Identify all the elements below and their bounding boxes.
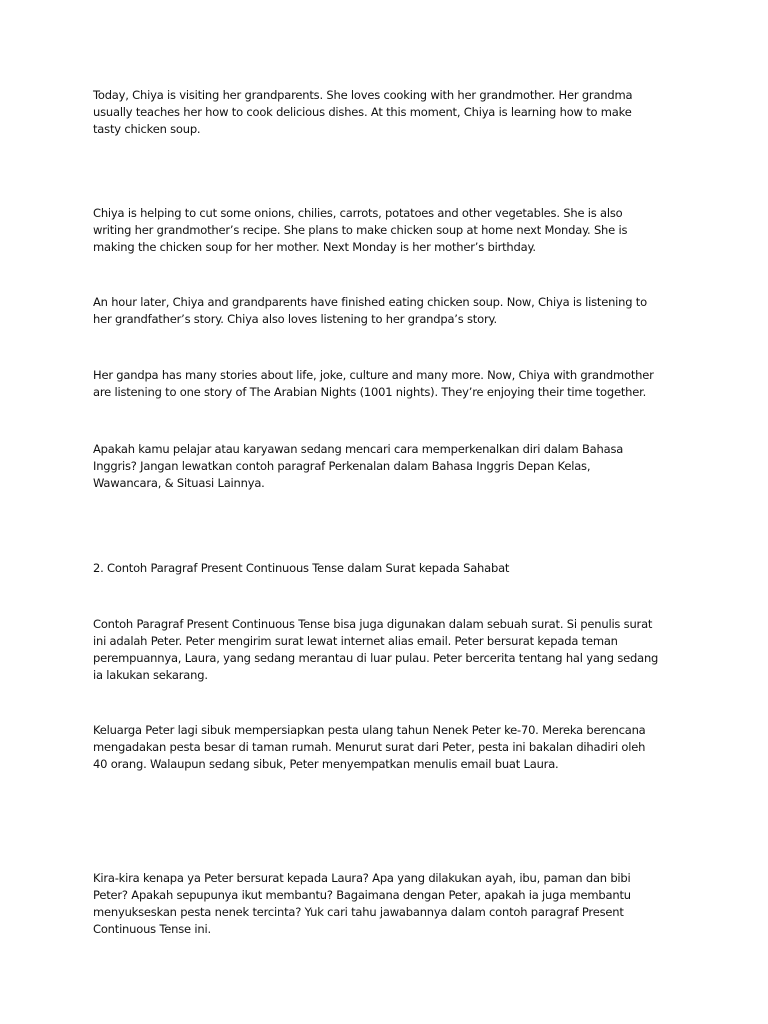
- paragraph-line: Contoh Paragraf Present Continuous Tense bisa juga digunakan dalam sebuah surat. Si penulis surat: [93, 617, 653, 631]
- paragraph-line: menyukseskan pesta nenek tercinta? Yuk cari tahu jawabannya dalam contoh paragraf Present: [93, 905, 624, 919]
- paragraph-apakah-kamu: [93, 441, 683, 492]
- heading-line: 2. Contoh Paragraf Present Continuous Tense dalam Surat kepada Sahabat: [93, 561, 510, 575]
- paragraph-line: An hour later, Chiya and grandparents have finished eating chicken soup. Now, Chiya is listening to: [93, 295, 647, 309]
- paragraph-chiya-visiting: [93, 87, 683, 138]
- paragraph-grandpa-stories: [93, 367, 683, 401]
- paragraph-line: Apakah kamu pelajar atau karyawan sedang mencari cara memperkenalkan diri dalam Bahasa: [93, 442, 624, 456]
- section-heading: [93, 560, 683, 577]
- paragraph-line: making the chicken soup for her mother. Next Monday is her mother’s birthday.: [93, 240, 536, 254]
- paragraph-line: Her gandpa has many stories about life, joke, culture and many more. Now, Chiya with grandmother: [93, 368, 654, 382]
- paragraph-line: ia lakukan sekarang.: [93, 668, 208, 682]
- paragraph-line: Chiya is helping to cut some onions, chilies, carrots, potatoes and other vegetables. She is also: [93, 206, 623, 220]
- paragraph-line: usually teaches her how to cook delicious dishes. At this moment, Chiya is learning how to make: [93, 105, 632, 119]
- paragraph-line: are listening to one story of The Arabian Nights (1001 nights). They’re enjoying their time together.: [93, 385, 647, 399]
- paragraph-line: 40 orang. Walaupun sedang sibuk, Peter menyempatkan menulis email buat Laura.: [93, 757, 559, 771]
- paragraph-line: Kira-kira kenapa ya Peter bersurat kepada Laura? Apa yang dilakukan ayah, ibu, paman dan bibi: [93, 871, 631, 885]
- paragraph-line: Today, Chiya is visiting her grandparents. She loves cooking with her grandmother. Her grandma: [93, 88, 633, 102]
- paragraph-line: writing her grandmother’s recipe. She plans to make chicken soup at home next Monday. She is: [93, 223, 628, 237]
- paragraph-kira-kira: [93, 870, 683, 938]
- paragraph-line: Peter? Apakah sepupunya ikut membantu? Bagaimana dengan Peter, apakah ia juga membantu: [93, 888, 631, 902]
- paragraph-chiya-helping: [93, 205, 683, 256]
- paragraph-line: Continuous Tense ini.: [93, 922, 211, 936]
- paragraph-line: mengadakan pesta besar di taman rumah. Menurut surat dari Peter, pesta ini bakalan dihadiri oleh: [93, 740, 646, 754]
- paragraph-line: perempuannya, Laura, yang sedang merantau di luar pulau. Peter bercerita tentang hal yang sedang: [93, 651, 659, 665]
- paragraph-line: tasty chicken soup.: [93, 122, 201, 136]
- paragraph-line: Wawancara, & Situasi Lainnya.: [93, 476, 265, 490]
- paragraph-line: her grandfather’s story. Chiya also loves listening to her grandpa’s story.: [93, 312, 497, 326]
- paragraph-line: Inggris? Jangan lewatkan contoh paragraf Perkenalan dalam Bahasa Inggris Depan Kelas,: [93, 459, 591, 473]
- paragraph-line: Keluarga Peter lagi sibuk mempersiapkan pesta ulang tahun Nenek Peter ke-70. Mereka berencana: [93, 723, 646, 737]
- paragraph-keluarga-peter: [93, 722, 683, 773]
- paragraph-line: ini adalah Peter. Peter mengirim surat lewat internet alias email. Peter bersurat kepada teman: [93, 634, 618, 648]
- paragraph-contoh-surat: [93, 616, 683, 684]
- paragraph-hour-later: [93, 294, 683, 328]
